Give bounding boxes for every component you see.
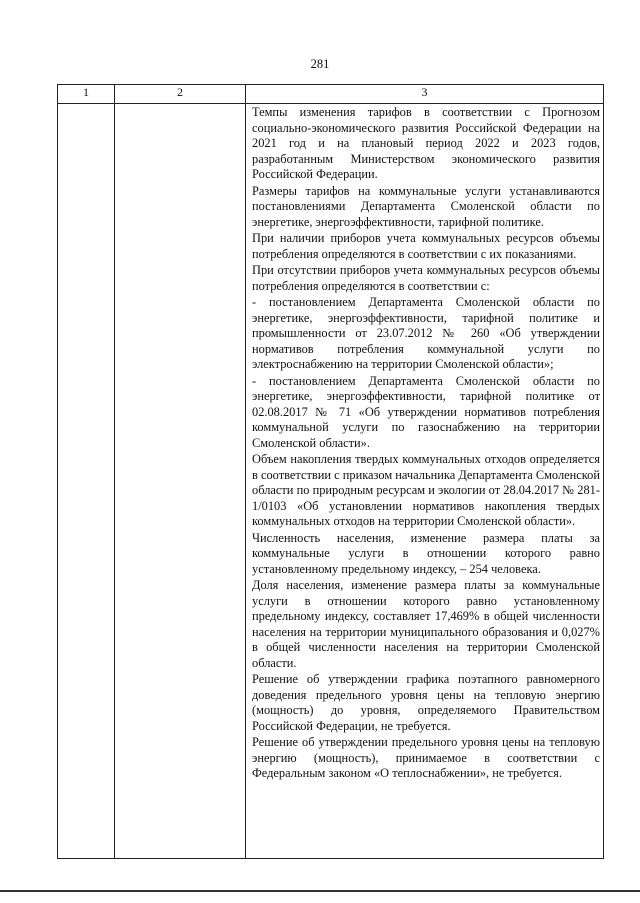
- paragraph-meters-absent: При отсутствии приборов учета коммунальных ресурсов объемы потребления определяются в соответствии с:: [252, 263, 600, 293]
- paragraph-heat-price-limit: Решение об утверждении предельного уровня цены на тепловую энергию (мощность), принимаемое в соответствии с Федеральным законом «О теплоснабжении», не требуется.: [252, 735, 600, 780]
- table-header-row: [58, 85, 604, 104]
- page-bottom-rule: [0, 890, 640, 892]
- paragraph-gas-resolution: - постановлением Департамента Смоленской области по энергетике, энергоэффективности, тарифной политике от 02.08.2017 № 71 «Об утверждении нормативов потребления коммунальной услуги по газоснабжению на территории Смоленской области».: [252, 373, 600, 450]
- page-number: 281: [310, 57, 330, 71]
- paragraph-population-count: Численность населения, изменение размера платы за коммунальные услуги в отношении которого равно установленному предельному индексу, – 254 человека.: [252, 530, 600, 576]
- paragraph-heat-price-schedule: Решение об утверждении графика поэтапного равномерного доведения предельного уровня цены на тепловую энергию (мощность) до уровня, определяемого Правительством Российской Федерации, не требуется.: [252, 672, 600, 733]
- header-col-2: 2: [115, 85, 246, 104]
- cell-col-3: [246, 104, 604, 859]
- paragraph-tariff-sizes: Размеры тарифов на коммунальные услуги устанавливаются постановлениями Департамента Смоленской области по энергетике, энергоэффективности, тарифной политике.: [252, 183, 600, 229]
- paragraph-meters-present: При наличии приборов учета коммунальных ресурсов объемы потребления определяются в соответствии с их показаниями.: [252, 231, 600, 261]
- paragraph-population-share: Доля населения, изменение размера платы за коммунальные услуги в отношении которого равно установленному предельному индексу, составляет 17,469% в общей численности населения на территории муниципального образования и 0,027% в общей численности населения на территории Смоленской области.: [252, 578, 600, 670]
- header-col-1: 1: [58, 85, 115, 104]
- cell-col-1: [58, 104, 115, 859]
- paragraph-tariff-rates: Темпы изменения тарифов в соответствии с Прогнозом социально-экономического развития Российской Федерации на 2021 год и на плановый период 2022 и 2023 годов, разработанным Министерством экономического развития Российской Федерации.: [252, 105, 600, 181]
- paragraph-waste-volume: Объем накопления твердых коммунальных отходов определяется в соответствии с приказом начальника Департамента Смоленской области по природным ресурсам и экологии от 28.04.2017 № 281-1/0103 «Об установлении нормативов накопления твердых коммунальных отходов на территории Смоленской области».: [252, 452, 600, 528]
- cell-col-2: [115, 104, 246, 859]
- table-body-row: [58, 104, 604, 859]
- paragraph-electricity-resolution: - постановлением Департамента Смоленской области по энергетике, энергоэффективности, тарифной политике и промышленности от 23.07.2012 № 260 «Об утверждении нормативов потребления коммунальной услуги по электроснабжению на территории Смоленской области»;: [252, 295, 600, 371]
- header-col-3: 3: [246, 85, 604, 104]
- document-table: [57, 84, 604, 859]
